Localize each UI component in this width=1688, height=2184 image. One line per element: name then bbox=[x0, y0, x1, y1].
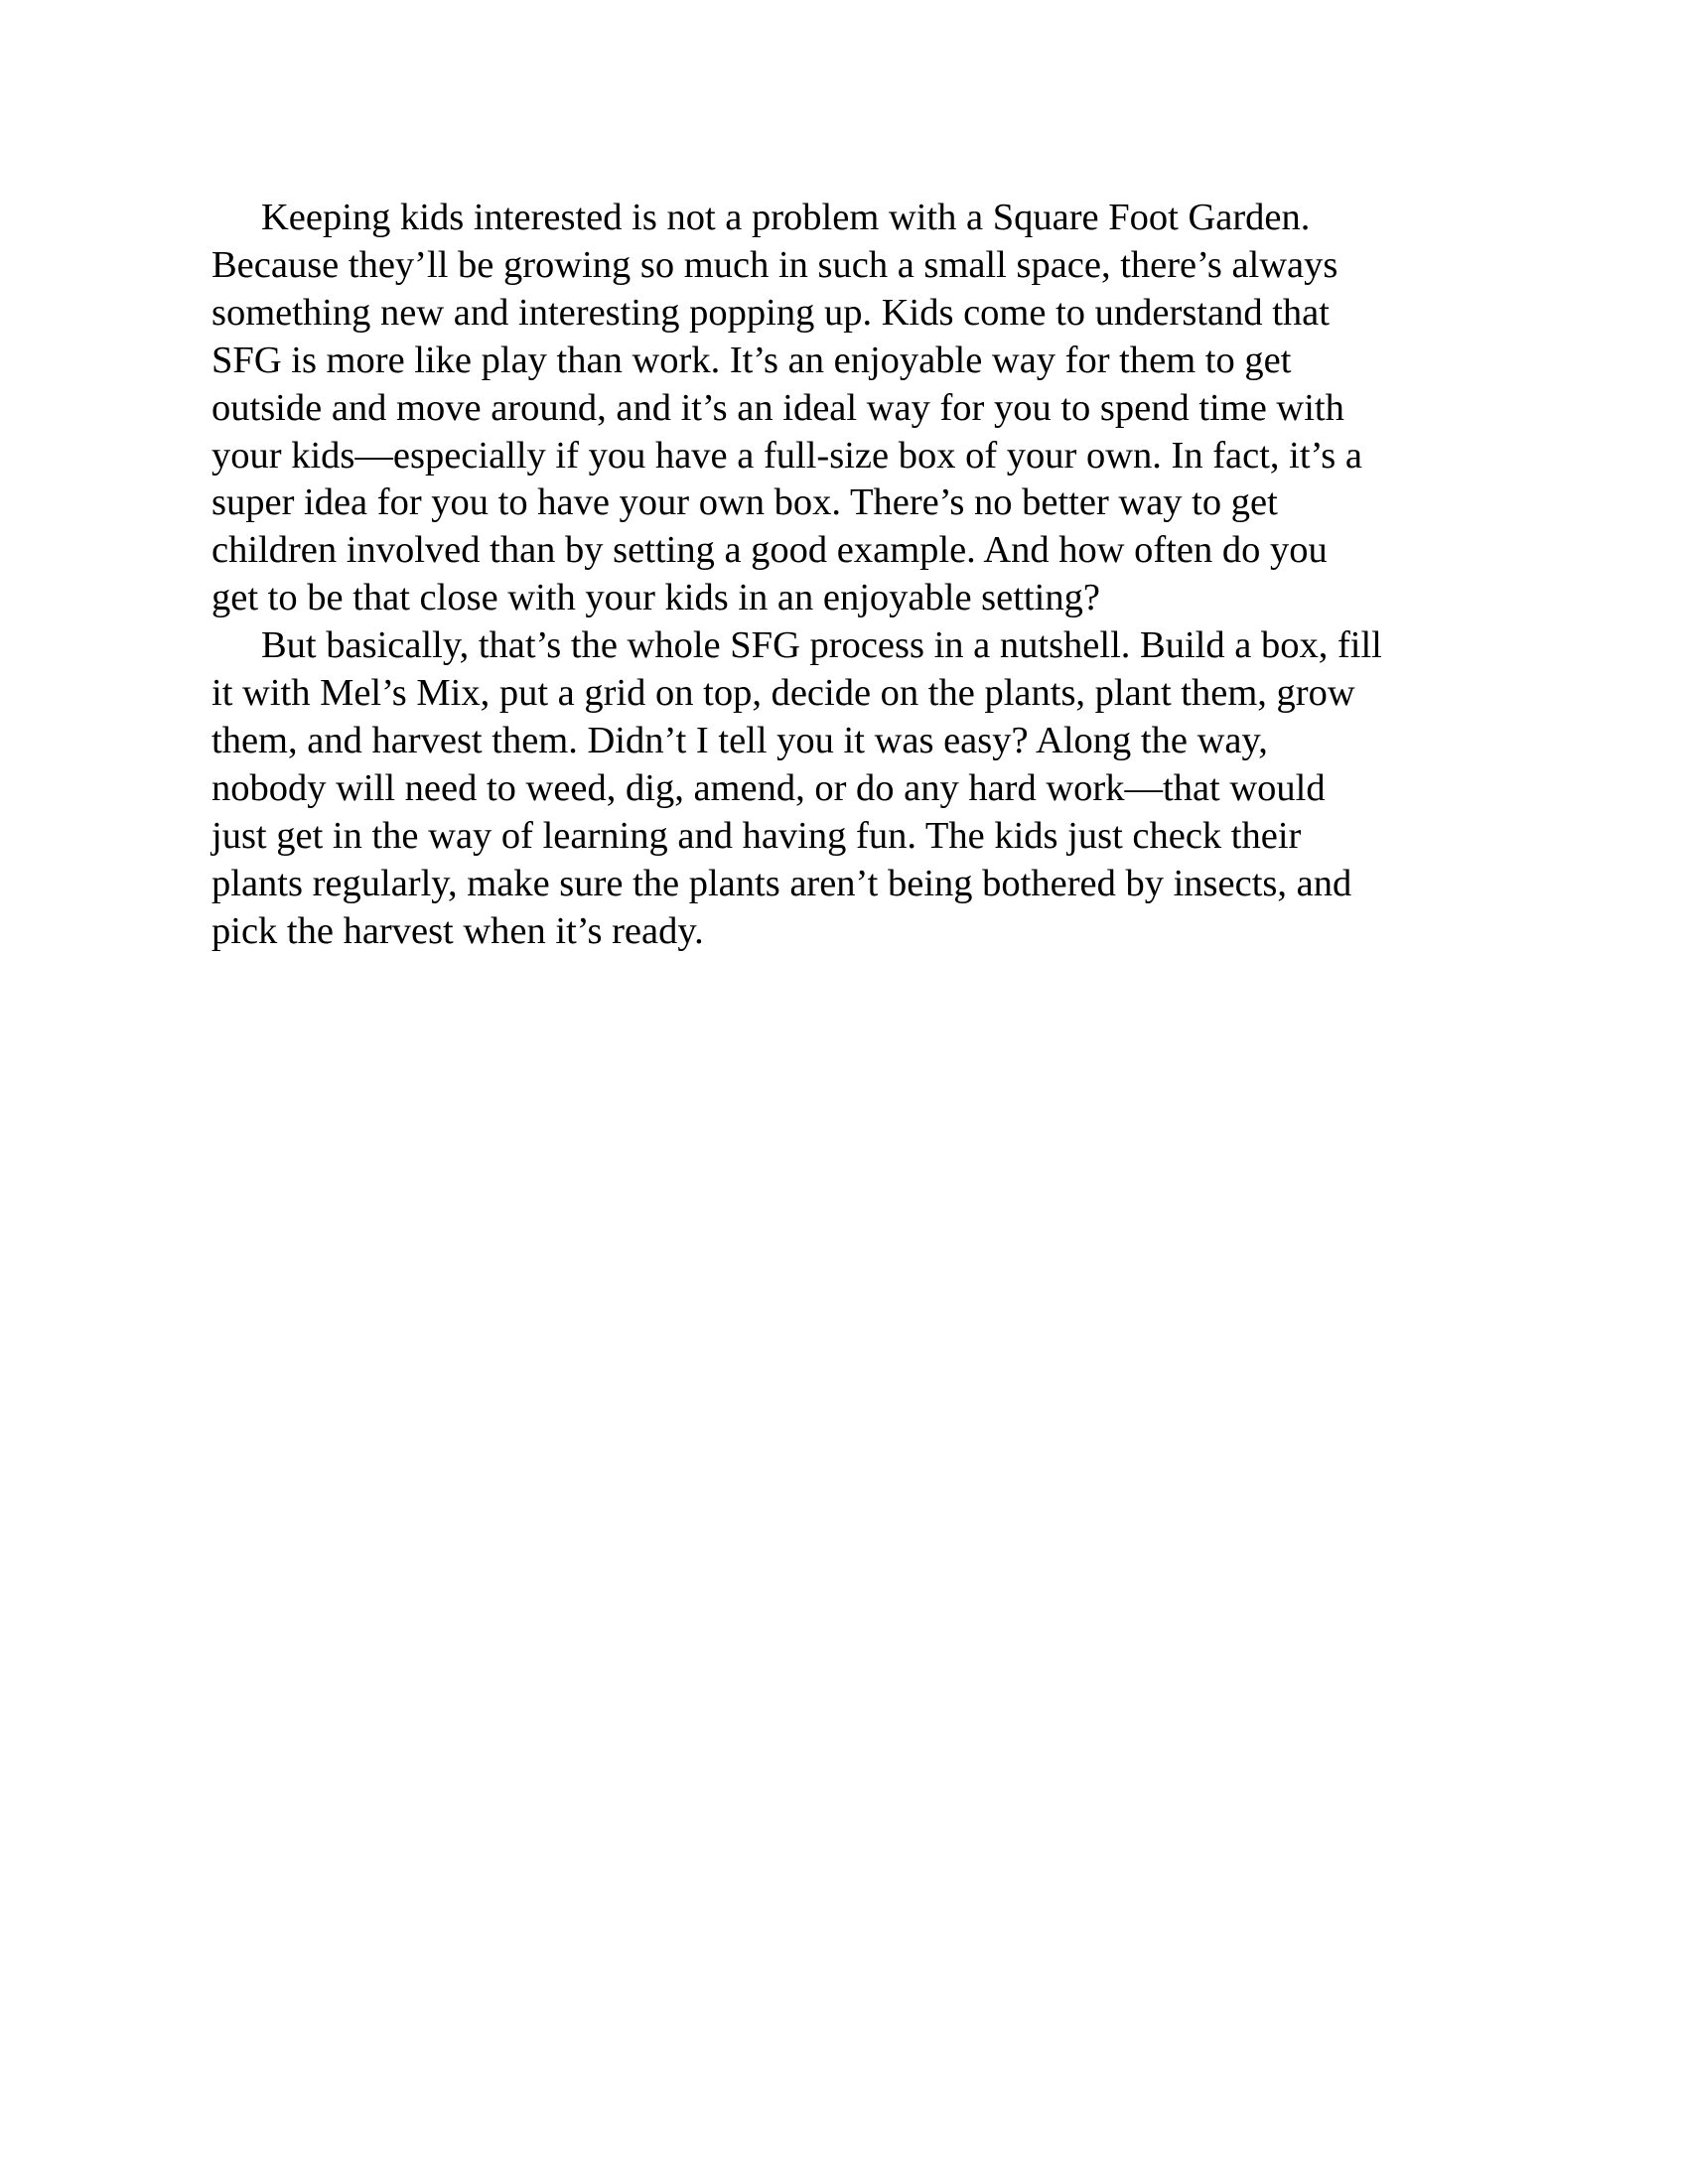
paragraph-line: get to be that close with your kids in an enjoyable setting? bbox=[211, 577, 1100, 619]
paragraph-line: super idea for you to have your own box. There’s no better way to get bbox=[211, 481, 1278, 524]
paragraph-line: But basically, that’s the whole SFG process in a nutshell. Build a box, fill bbox=[261, 624, 1382, 667]
paragraph-line: plants regularly, make sure the plants aren’t being bothered by insects, and bbox=[211, 862, 1352, 904]
paragraph-line: your kids—especially if you have a full-size box of your own. In fact, it’s a bbox=[211, 434, 1362, 477]
paragraph-2 bbox=[211, 622, 1502, 955]
paragraph-line: nobody will need to weed, dig, amend, or do any hard work—that would bbox=[211, 766, 1326, 809]
body-text bbox=[211, 195, 1502, 956]
paragraph-1 bbox=[211, 195, 1502, 622]
paragraph-line: Keeping kids interested is not a problem with a Square Foot Garden. bbox=[261, 197, 1311, 238]
paragraph-line: it with Mel’s Mix, put a grid on top, decide on the plants, plant them, grow bbox=[211, 672, 1355, 715]
paragraph-line: children involved than by setting a good example. And how often do you bbox=[211, 529, 1328, 572]
paragraph-line: pick the harvest when it’s ready. bbox=[211, 909, 704, 952]
paragraph-line: outside and move around, and it’s an ideal way for you to spend time with bbox=[211, 386, 1344, 429]
paragraph-line: something new and interesting popping up. Kids come to understand that bbox=[211, 291, 1330, 334]
paragraph-line: SFG is more like play than work. It’s an enjoyable way for them to get bbox=[211, 339, 1292, 381]
paragraph-line: Because they’ll be growing so much in such a small space, there’s always bbox=[211, 243, 1338, 286]
paragraph-line: them, and harvest them. Didn’t I tell you it was easy? Along the way, bbox=[211, 719, 1268, 761]
paragraph-line: just get in the way of learning and having fun. The kids just check their bbox=[211, 814, 1302, 857]
